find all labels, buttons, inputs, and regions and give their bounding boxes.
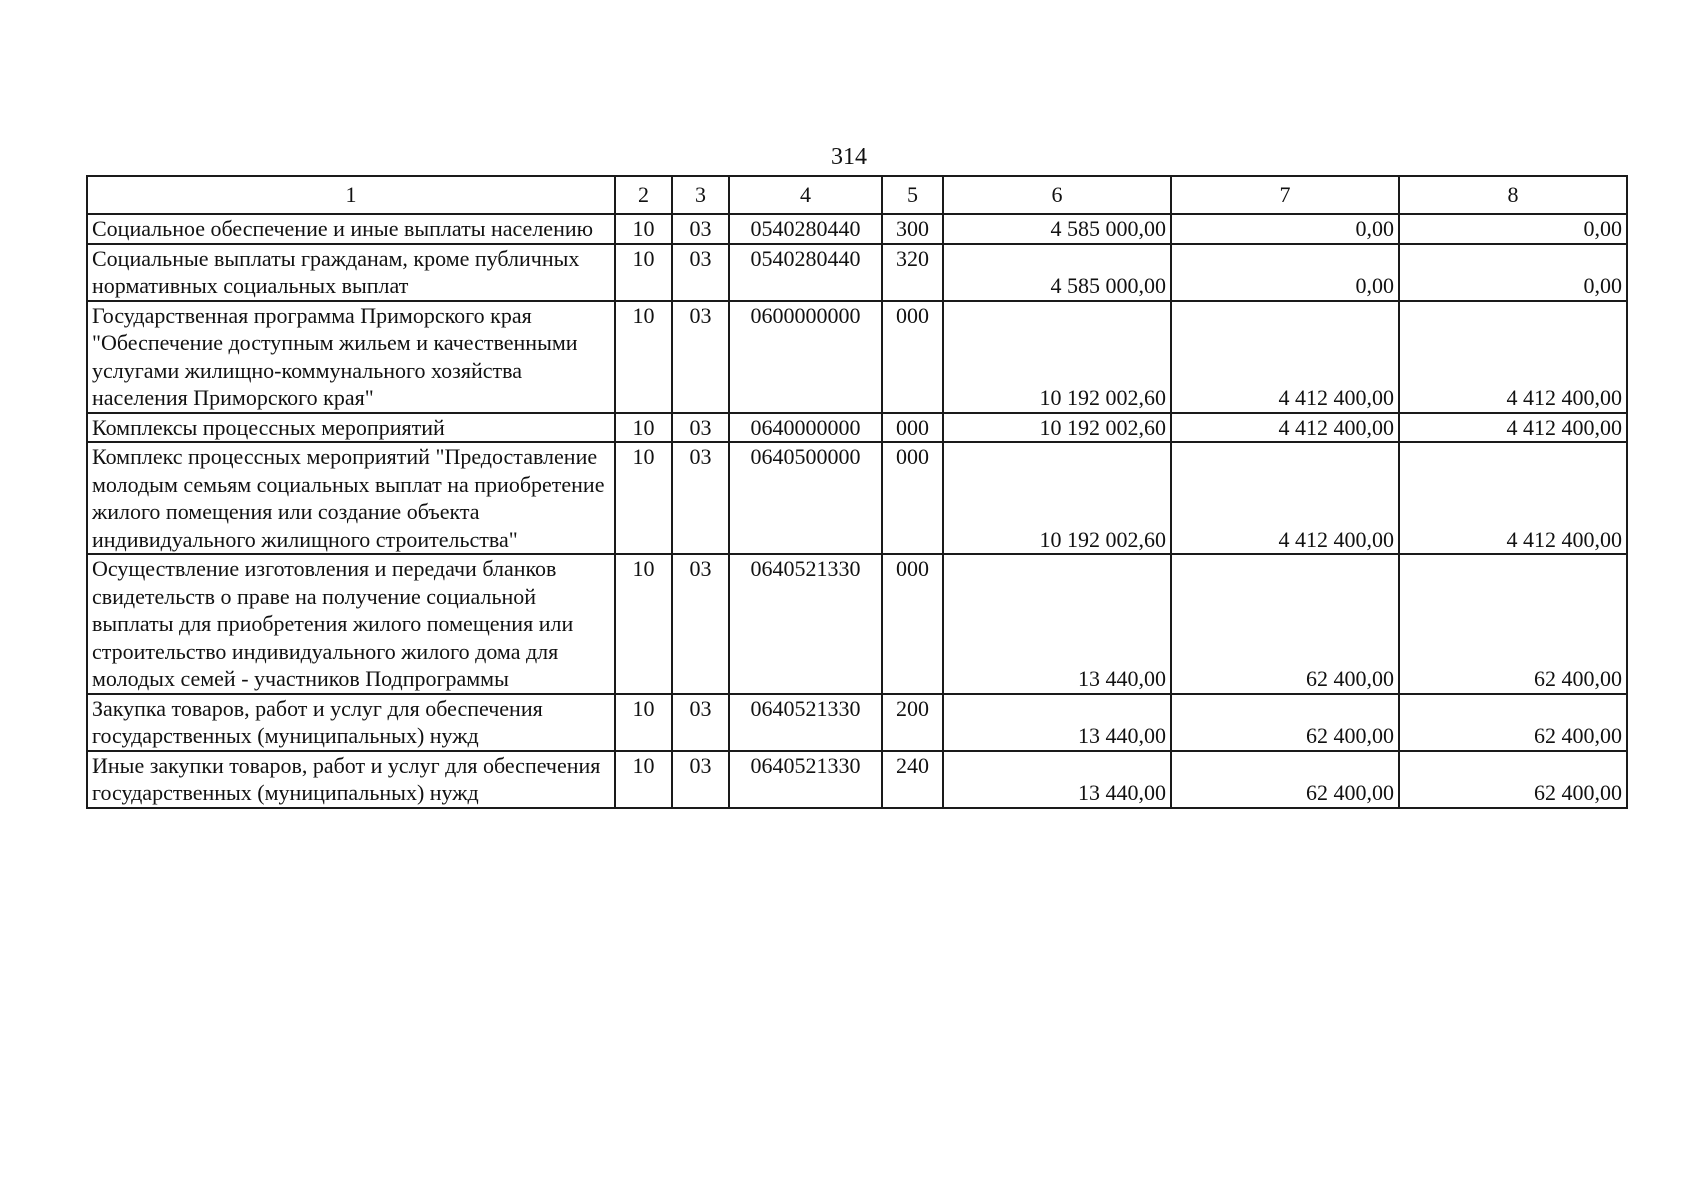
expense-type-code: 300	[882, 214, 943, 244]
amount-3: 4 412 400,00	[1399, 413, 1627, 443]
amount-1: 13 440,00	[943, 694, 1171, 751]
column-header: 8	[1399, 176, 1627, 214]
amount-3: 0,00	[1399, 214, 1627, 244]
amount-2: 4 412 400,00	[1171, 442, 1399, 554]
amount-1: 4 585 000,00	[943, 244, 1171, 301]
section-code: 10	[615, 244, 672, 301]
subsection-code: 03	[672, 244, 729, 301]
amount-2: 0,00	[1171, 214, 1399, 244]
row-name: Закупка товаров, работ и услуг для обеспечения государственных (муниципальных) нужд	[87, 694, 615, 751]
target-code: 0640521330	[729, 554, 882, 694]
amount-1: 13 440,00	[943, 554, 1171, 694]
amount-3: 62 400,00	[1399, 694, 1627, 751]
section-code: 10	[615, 694, 672, 751]
row-name: Иные закупки товаров, работ и услуг для обеспечения государственных (муниципальных) нужд	[87, 751, 615, 808]
amount-2: 0,00	[1171, 244, 1399, 301]
expense-type-code: 320	[882, 244, 943, 301]
target-code: 0540280440	[729, 244, 882, 301]
table-row	[87, 301, 1627, 413]
amount-3: 0,00	[1399, 244, 1627, 301]
target-code: 0640500000	[729, 442, 882, 554]
target-code: 0640000000	[729, 413, 882, 443]
section-code: 10	[615, 442, 672, 554]
subsection-code: 03	[672, 413, 729, 443]
expense-type-code: 000	[882, 301, 943, 413]
amount-2: 62 400,00	[1171, 694, 1399, 751]
subsection-code: 03	[672, 301, 729, 413]
table-row	[87, 244, 1627, 301]
column-header: 1	[87, 176, 615, 214]
table-row	[87, 751, 1627, 808]
expense-type-code: 000	[882, 442, 943, 554]
column-header: 7	[1171, 176, 1399, 214]
amount-1: 4 585 000,00	[943, 214, 1171, 244]
table-row	[87, 554, 1627, 694]
amount-3: 62 400,00	[1399, 554, 1627, 694]
section-code: 10	[615, 214, 672, 244]
budget-table	[86, 175, 1628, 809]
amount-3: 4 412 400,00	[1399, 301, 1627, 413]
amount-2: 4 412 400,00	[1171, 413, 1399, 443]
amount-2: 4 412 400,00	[1171, 301, 1399, 413]
table-row	[87, 413, 1627, 443]
amount-3: 62 400,00	[1399, 751, 1627, 808]
subsection-code: 03	[672, 554, 729, 694]
section-code: 10	[615, 301, 672, 413]
section-code: 10	[615, 751, 672, 808]
row-name: Осуществление изготовления и передачи бланков свидетельств о праве на получение социальной выплаты для приобретения жилого помещения или строительство индивидуального жилого дома для молодых семей - участников Подпрограммы	[87, 554, 615, 694]
amount-1: 13 440,00	[943, 751, 1171, 808]
expense-type-code: 000	[882, 554, 943, 694]
amount-1: 10 192 002,60	[943, 413, 1171, 443]
amount-3: 4 412 400,00	[1399, 442, 1627, 554]
column-header: 5	[882, 176, 943, 214]
expense-type-code: 240	[882, 751, 943, 808]
subsection-code: 03	[672, 751, 729, 808]
expense-type-code: 200	[882, 694, 943, 751]
column-header: 6	[943, 176, 1171, 214]
column-header: 4	[729, 176, 882, 214]
header-row	[87, 176, 1627, 214]
target-code: 0540280440	[729, 214, 882, 244]
row-name: Государственная программа Приморского края "Обеспечение доступным жильем и качественными услугами жилищно-коммунального хозяйства населения Приморского края"	[87, 301, 615, 413]
target-code: 0640521330	[729, 751, 882, 808]
row-name: Комплексы процессных мероприятий	[87, 413, 615, 443]
amount-2: 62 400,00	[1171, 554, 1399, 694]
subsection-code: 03	[672, 214, 729, 244]
table-row	[87, 214, 1627, 244]
expense-type-code: 000	[882, 413, 943, 443]
amount-2: 62 400,00	[1171, 751, 1399, 808]
column-header: 3	[672, 176, 729, 214]
column-header: 2	[615, 176, 672, 214]
section-code: 10	[615, 413, 672, 443]
table-row	[87, 694, 1627, 751]
target-code: 0600000000	[729, 301, 882, 413]
subsection-code: 03	[672, 442, 729, 554]
amount-1: 10 192 002,60	[943, 442, 1171, 554]
row-name: Комплекс процессных мероприятий "Предоставление молодым семьям социальных выплат на приобретение жилого помещения или создание объекта индивидуального жилищного строительства"	[87, 442, 615, 554]
subsection-code: 03	[672, 694, 729, 751]
row-name: Социальное обеспечение и иные выплаты населению	[87, 214, 615, 244]
page-number: 314	[831, 144, 867, 170]
section-code: 10	[615, 554, 672, 694]
table-row	[87, 442, 1627, 554]
amount-1: 10 192 002,60	[943, 301, 1171, 413]
row-name: Социальные выплаты гражданам, кроме публичных нормативных социальных выплат	[87, 244, 615, 301]
target-code: 0640521330	[729, 694, 882, 751]
